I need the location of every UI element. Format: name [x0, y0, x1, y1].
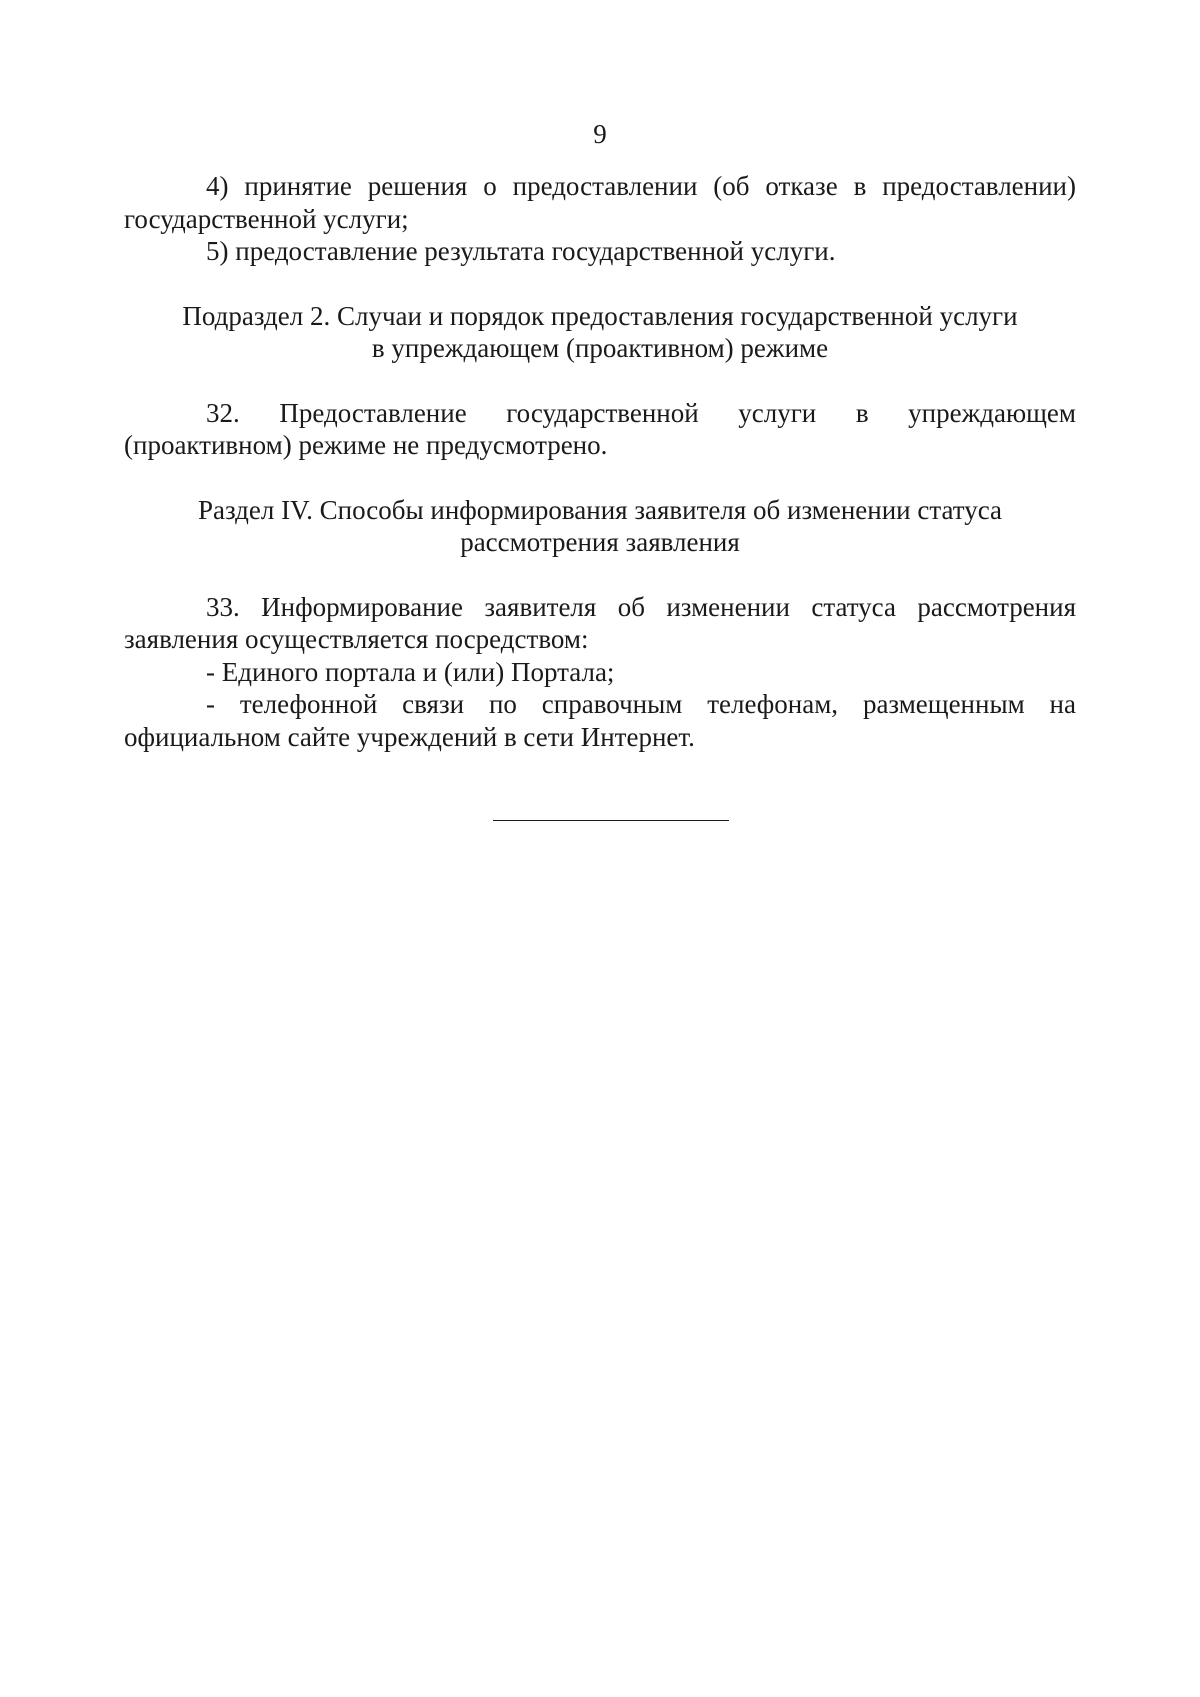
section-4-heading — [124, 494, 1076, 559]
subsection-2-heading — [124, 300, 1076, 365]
paragraph-item-5: 5) предоставление результата государственной услуги. — [206, 236, 836, 266]
paragraph-33: 33. Информирование заявителя об изменении статуса рассмотрения заявления осуществляется посредством: — [124, 591, 1076, 654]
list-item-telephone: - телефонной связи по справочным телефонам, размещенным на официальном сайте учреждений в сети Интернет. — [124, 689, 1076, 752]
page-number: 9 — [593, 119, 607, 149]
section-4-heading-line-2: рассмотрения заявления — [460, 527, 740, 557]
list-item-portal: - Единого портала и (или) Портала; — [206, 656, 615, 687]
end-divider-line — [493, 820, 729, 821]
paragraph-32: 32. Предоставление государственной услуги в упреждающем (проактивном) режиме не предусмотрено. — [124, 397, 1076, 460]
subsection-2-heading-line-2: в упреждающем (проактивном) режиме — [371, 333, 829, 363]
subsection-2-heading-line-1: Подраздел 2. Случаи и порядок предоставления государственной услуги — [182, 300, 1018, 331]
section-4-heading-line-1: Раздел IV. Способы информирования заявителя об изменении статуса — [198, 494, 1002, 525]
paragraph-item-4: 4) принятие решения о предоставлении (об отказе в предоставлении) государственной услуги; — [124, 171, 1076, 234]
document-body — [124, 170, 1076, 753]
